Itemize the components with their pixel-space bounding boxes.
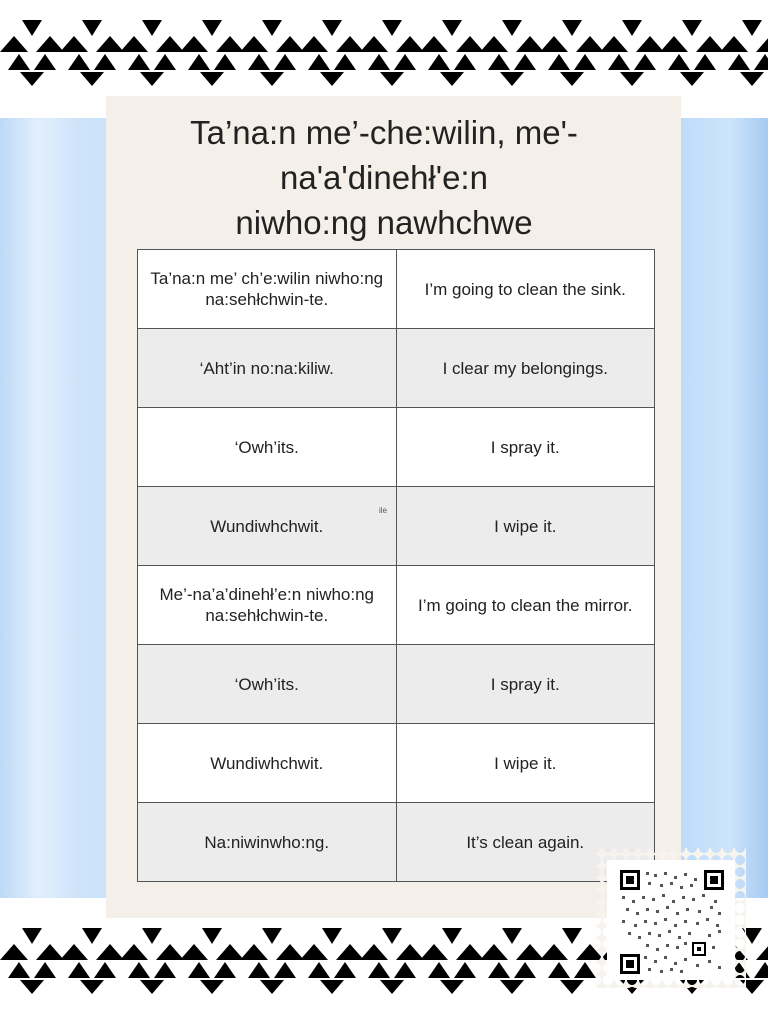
english-phrase: I spray it.: [396, 645, 655, 724]
qr-code-icon[interactable]: [620, 870, 724, 974]
native-phrase: Na:niwinwho:ng.: [138, 803, 397, 882]
table-row: [138, 250, 655, 329]
english-phrase: I wipe it.: [396, 724, 655, 803]
english-phrase: It’s clean again.: [396, 803, 655, 882]
title-line-1: Ta’na:n me’-che:wilin, me'-: [190, 114, 578, 151]
page-title: [0, 110, 768, 245]
table-row: [138, 724, 655, 803]
native-phrase: Me’-na’a’dinehł’e:n niwho:ng na:sehłchwin-te.: [138, 566, 397, 645]
english-phrase: I wipe it.: [396, 487, 655, 566]
table-row: [138, 566, 655, 645]
title-line-3: niwho:ng nawhchwe: [235, 204, 533, 241]
triangle-pattern-border-top: [0, 18, 768, 88]
stray-label: ile: [379, 506, 388, 515]
title-line-2: na'a'dinehł'e:n: [280, 159, 488, 196]
native-phrase: ‘Aht’in no:na:kiliw.: [138, 329, 397, 408]
native-phrase: Ta’na:n me’ ch’e:wilin niwho:ng na:sehłchwin-te.: [138, 250, 397, 329]
native-phrase: ‘Owh’its.: [138, 645, 397, 724]
english-phrase: I clear my belongings.: [396, 329, 655, 408]
table-row: [138, 803, 655, 882]
english-phrase: I’m going to clean the mirror.: [396, 566, 655, 645]
table-row: [138, 329, 655, 408]
native-phrase: Wundiwhchwit.: [138, 724, 397, 803]
native-phrase: ‘Owh’its.: [138, 408, 397, 487]
phrase-table: [137, 249, 655, 882]
native-phrase: Wundiwhchwit.: [138, 487, 397, 566]
english-phrase: I’m going to clean the sink.: [396, 250, 655, 329]
table-row: [138, 645, 655, 724]
table-row: [138, 408, 655, 487]
english-phrase: I spray it.: [396, 408, 655, 487]
table-row: [138, 487, 655, 566]
